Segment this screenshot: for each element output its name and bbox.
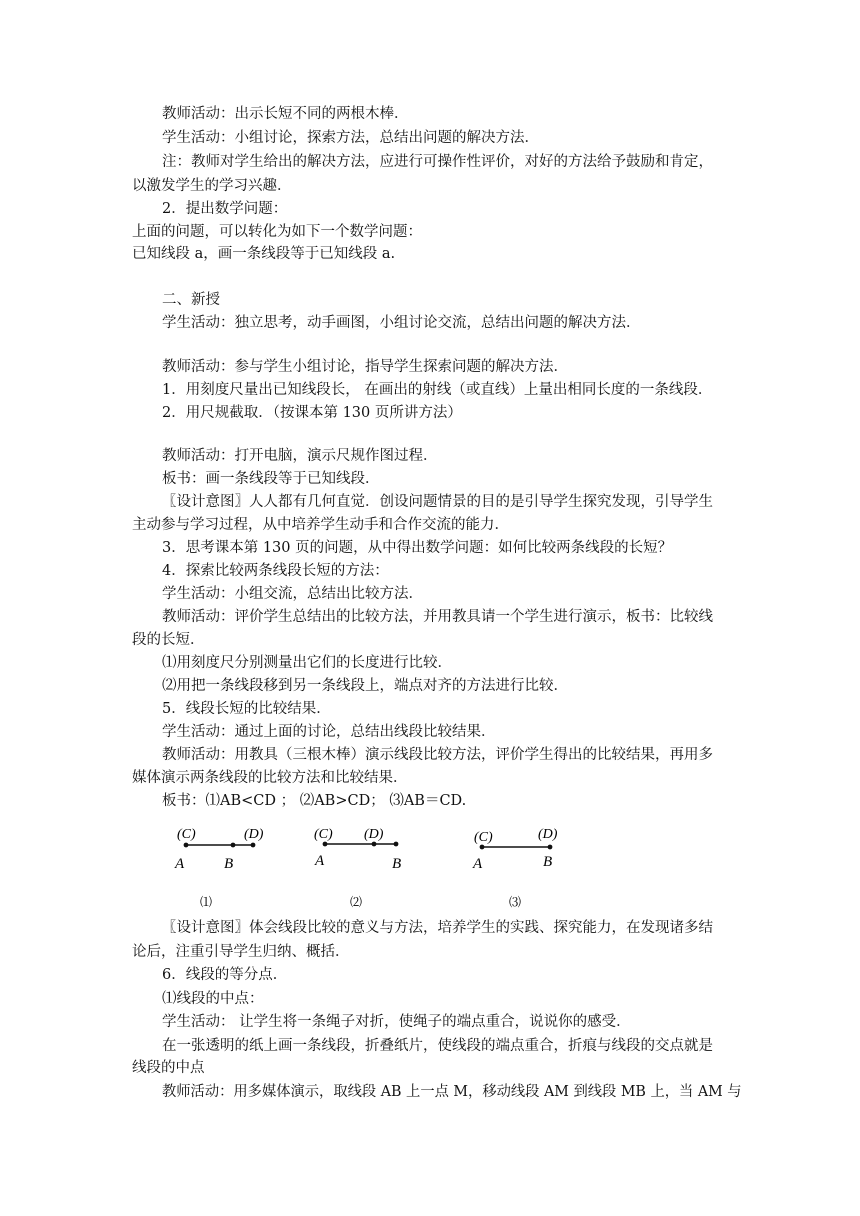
text-line: 〖设计意图〗体会线段比较的意义与方法，培养学生的实践、探究能力，在发现诸多结 [162, 920, 713, 936]
label-d: (D) [538, 827, 558, 842]
point-b [548, 845, 553, 850]
text-line: 教师活动：参与学生小组讨论，指导学生探索问题的解决方法． [162, 359, 568, 375]
text-line: 学生活动：独立思考，动手画图，小组讨论交流，总结出问题的解决方法． [162, 315, 641, 331]
text-line: 在一张透明的纸上画一条线段，折叠纸片，使线段的端点重合，折痕与线段的交点就是 [162, 1038, 713, 1054]
text-line: 5．线段长短的比较结果． [162, 701, 331, 717]
text-line: 2．提出数学问题： [162, 201, 288, 217]
text-line: 学生活动：小组讨论，探索方法，总结出问题的解决方法． [162, 130, 539, 146]
text-line: 已知线段 a，画一条线段等于已知线段 a. [132, 246, 396, 262]
caption-1: ⑴ [200, 895, 213, 909]
label-c: (C) [314, 827, 333, 842]
text-line: 教师活动：打开电脑，演示尺规作图过程． [162, 448, 438, 464]
label-b: B [392, 856, 402, 872]
text-line: 板书：画一条线段等于已知线段． [162, 471, 380, 487]
text-line: 论后，注重引导学生归纳、概括． [132, 944, 350, 960]
text-line: 教师活动：出示长短不同的两根木棒． [162, 106, 409, 122]
text-line: ⑴线段的中点： [162, 991, 264, 1007]
text-line: 主动参与学习过程，从中培养学生动手和合作交流的能力． [132, 517, 509, 533]
label-b: B [224, 856, 234, 872]
label-c: (C) [474, 830, 493, 845]
point-d [251, 843, 256, 848]
label-c: (C) [177, 827, 196, 842]
point-a [480, 845, 485, 850]
text-line: 3．思考课本第 130 页的问题，从中得出数学问题：如何比较两条线段的长短？ [162, 540, 673, 556]
point-a [184, 843, 189, 848]
text-line: 媒体演示两条线段的比较方法和比较结果． [132, 770, 408, 786]
point-b [394, 842, 399, 847]
text-line: 教师活动：评价学生总结出的比较方法，并用教具请一个学生进行演示，板书：比较线 [162, 609, 713, 625]
label-a: A [175, 856, 185, 872]
point-d [372, 842, 377, 847]
section-heading: 二、新授 [162, 292, 220, 308]
diagram-2 [314, 827, 401, 909]
text-line: 上面的问题，可以转化为如下一个数学问题： [132, 224, 422, 240]
label-b: B [543, 854, 553, 870]
text-line: 以激发学生的学习兴趣． [132, 178, 292, 194]
label-d: (D) [244, 827, 264, 842]
text-line: 学生活动：通过上面的讨论，总结出线段比较结果． [162, 724, 496, 740]
text-line: 注：教师对学生给出的解决方法，应进行可操作性评价，对好的方法给予鼓励和肯定， [162, 154, 713, 170]
label-a: A [315, 853, 325, 869]
text-line: 教师活动：用教具（三根木棒）演示线段比较方法，评价学生得出的比较结果，再用多 [162, 747, 713, 763]
text-line: 〖设计意图〗人人都有几何直觉．创设问题情景的目的是引导学生探究发现，引导学生 [162, 494, 713, 510]
text-line: 教师活动：用多媒体演示，取线段 AB 上一点 M，移动线段 AM 到线段 MB 上，当 AM 与 [162, 1084, 742, 1100]
text-line: 1．用刻度尺量出已知线段长， 在画出的射线（或直线）上量出相同长度的一条线段． [162, 382, 713, 398]
point-a [323, 842, 328, 847]
caption-2: ⑵ [350, 895, 363, 909]
text-line: 学生活动： 让学生将一条绳子对折，使绳子的端点重合，说说你的感受． [162, 1014, 631, 1030]
text-line: ⑵用把一条线段移到另一条线段上，端点对齐的方法进行比较． [162, 678, 568, 694]
text-line: 板书：⑴AB<CD ； ⑵AB>CD； ⑶AB＝CD. [162, 793, 467, 809]
label-d: (D) [364, 827, 384, 842]
text-line: 6．线段的等分点． [162, 967, 288, 983]
diagram-3 [472, 827, 558, 909]
caption-3: ⑶ [509, 895, 522, 909]
text-line: 段的长短． [132, 632, 205, 648]
text-line: 4．探索比较两条线段长短的方法： [162, 563, 389, 579]
text-line: ⑴用刻度尺分别测量出它们的长度进行比较． [162, 655, 452, 671]
point-b [231, 843, 236, 848]
segment-comparison-figure [160, 820, 580, 915]
text-line: 学生活动：小组交流，总结出比较方法． [162, 586, 423, 602]
label-a: A [473, 856, 483, 872]
text-line: 线段的中点 [132, 1060, 205, 1076]
diagram-1 [174, 827, 264, 909]
text-line: 2．用尺规截取．（按课本第 130 页所讲方法） [162, 405, 462, 421]
